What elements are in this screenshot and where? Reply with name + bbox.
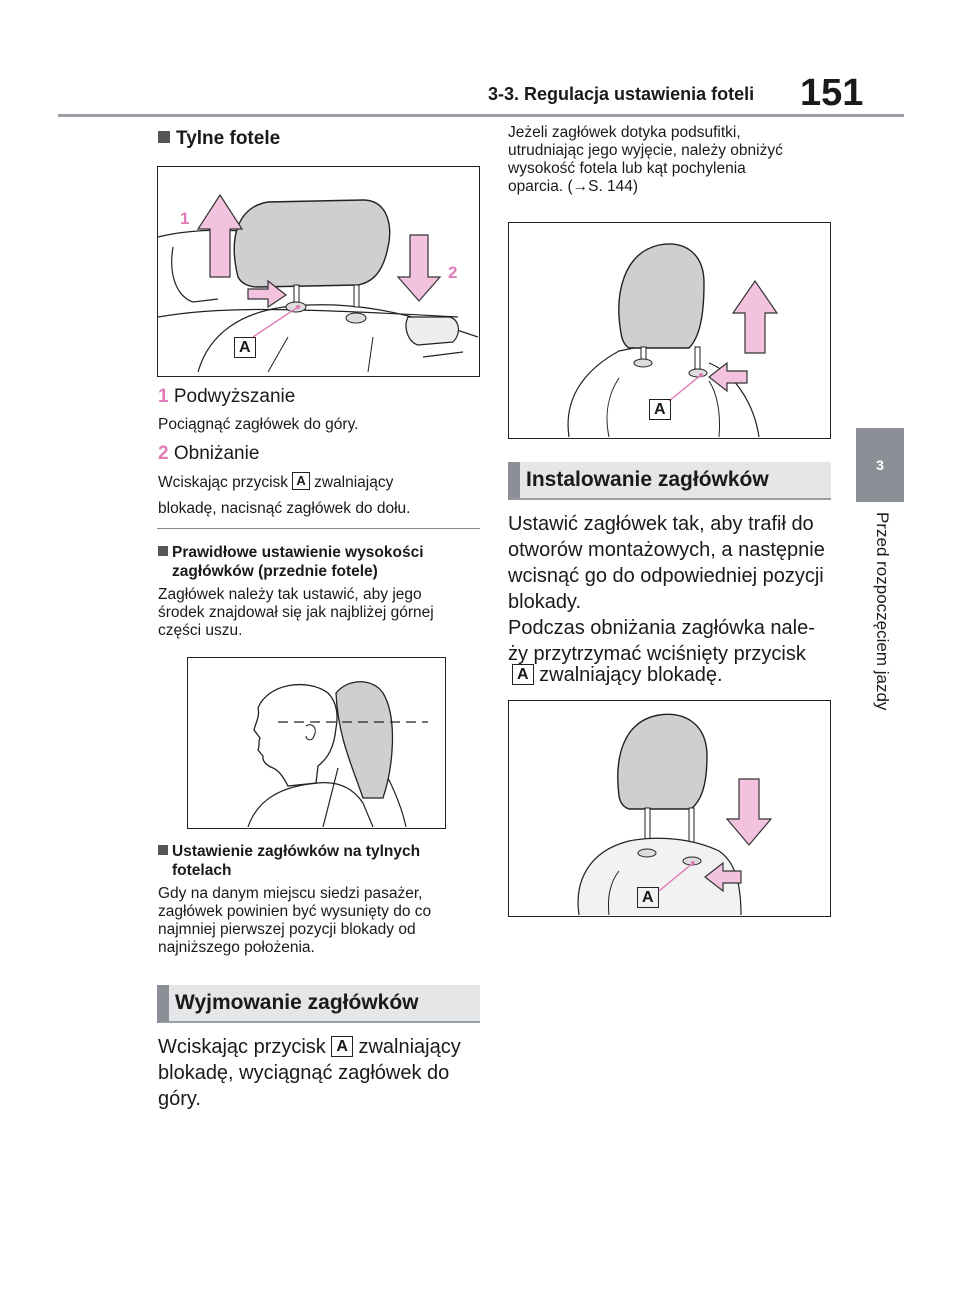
callout-a-label: A (637, 887, 659, 908)
headrest-install-illustration (509, 701, 829, 915)
ceiling-note: Jeżeli zagłówek dotyka podsufitki, utrudniając jego wyjęcie, należy obniżyć wysokość fotela lub kąt pochylenia oparcia. (→S. 144) (508, 124, 783, 195)
item-lower-desc-line2: blokadę, nacisnąć zagłówek do dołu. (158, 500, 411, 517)
item-lower (158, 443, 259, 465)
head-position-illustration (188, 658, 444, 827)
callout-a-label: A (331, 1036, 353, 1057)
install-banner: Instalowanie zagłówków (508, 462, 831, 500)
figure-headrest-removal (508, 222, 831, 439)
rear-seats-heading: Tylne fotele (158, 128, 280, 150)
header-rule (58, 114, 904, 117)
item-number: 1 (158, 386, 169, 407)
note-rear-heading-line2: fotelach (172, 862, 232, 879)
removal-text: Wciskając przycisk A zwalniający (158, 1036, 461, 1058)
note-front-heading-line2: zagłówków (przednie fotele) (172, 563, 378, 580)
removal-text-line2: blokadę, wyciągnąć zagłówek do (158, 1062, 450, 1084)
install-text-last: A zwalniający blokadę. (512, 662, 723, 688)
note-front-heading: Prawidłowe ustawienie wysokości (158, 543, 424, 562)
item-raise-desc: Pociągnąć zagłówek do góry. (158, 416, 359, 433)
removal-text-line3: góry. (158, 1088, 201, 1110)
item-title: Obniżanie (173, 443, 260, 464)
figure-label-1: 1 (180, 209, 190, 228)
page-number: 151 (800, 72, 864, 114)
callout-a-label: A (512, 664, 534, 685)
square-bullet-icon (158, 131, 170, 143)
square-bullet-icon (158, 845, 168, 855)
chapter-title: Przed rozpoczęciem jazdy (873, 512, 892, 711)
install-text: Ustawić zagłówek tak, aby trafił do otworów montażowych, a następnie wcisnąć go do odpowiedniej pozycji blokady. Podczas obniżania zagłówka nale- ży przytrzymać wciśnięty przycisk (508, 513, 825, 665)
item-number: 2 (158, 443, 169, 464)
figure-head-position (187, 657, 446, 829)
note-rear-heading: Ustawienie zagłówków na tylnych (158, 842, 420, 861)
removal-banner: Wyjmowanie zagłówków (157, 985, 480, 1023)
chapter-tab[interactable] (856, 428, 904, 502)
note-rear-body: Gdy na danym miejscu siedzi pasażer, zagłówek powinien być wysunięty do co najmniej pierwszej pozycji blokady od najniższego położenia. (158, 885, 432, 956)
figure-label-2: 2 (448, 263, 458, 282)
item-title: Podwyższanie (173, 386, 296, 407)
item-lower-desc: Wciskając przycisk A zwalniający (158, 473, 394, 491)
figure-rear-headrest (157, 166, 480, 377)
divider (157, 528, 480, 529)
callout-a-label: A (292, 472, 309, 490)
rear-headrest-illustration (158, 167, 478, 375)
item-raise (158, 386, 295, 408)
figure-headrest-install (508, 700, 831, 917)
note-front-body: Zagłówek należy tak ustawić, aby jego środek znajdował się jak najbliżej górnej części uszu. (158, 586, 434, 639)
callout-a-label: A (234, 337, 256, 358)
chapter-number: 3 (876, 457, 884, 473)
square-bullet-icon (158, 546, 168, 556)
section-title: 3-3. Regulacja ustawienia foteli (488, 84, 755, 104)
callout-a-label: A (649, 399, 671, 420)
